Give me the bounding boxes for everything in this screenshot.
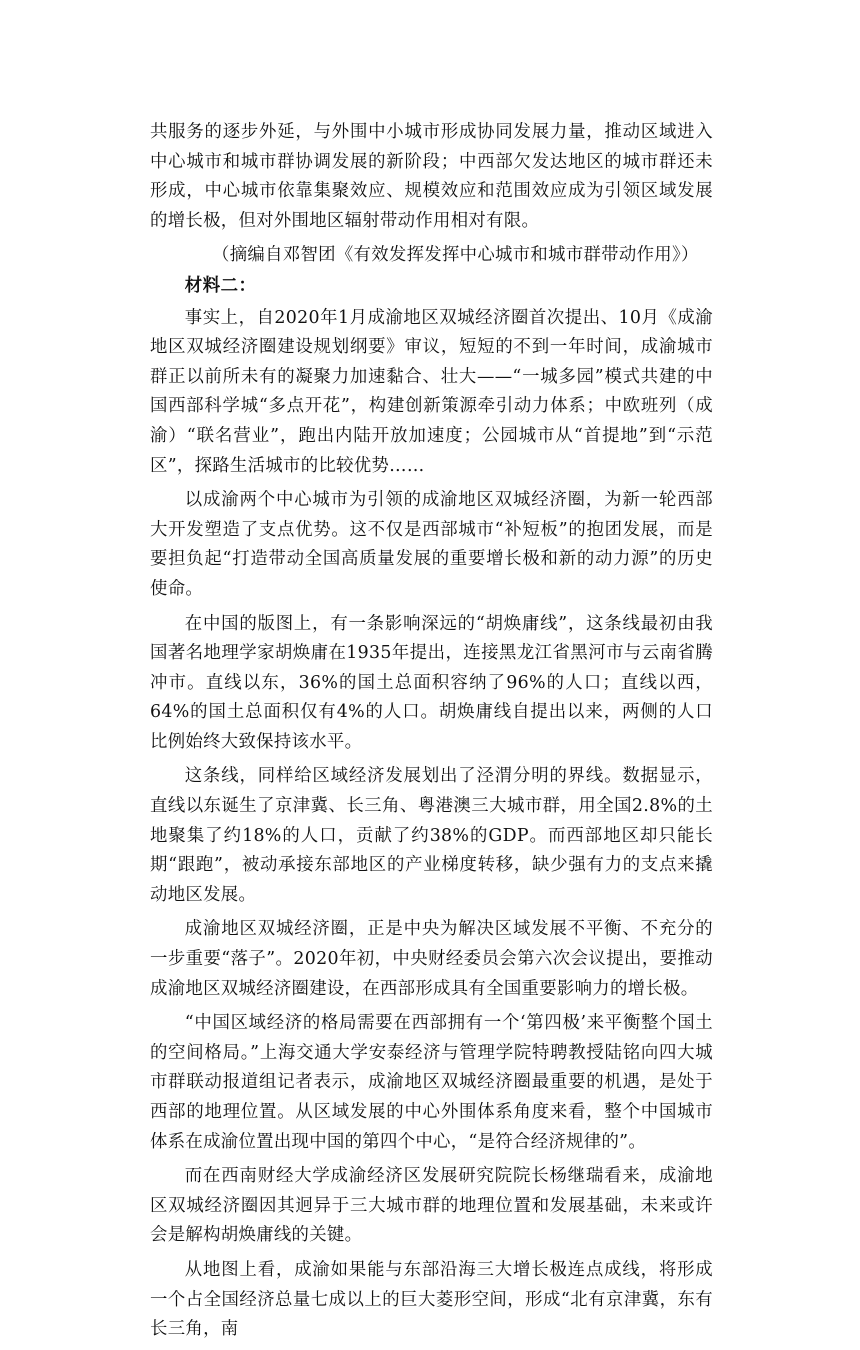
- material1-paragraph-tail: 共服务的逐步外延，与外围中小城市形成协同发展力量，推动区域进入中心城市和城市群协调发展的新阶段；中西部欠发达地区的城市群还未形成，中心城市依靠集聚效应、规模效应和范围效应成为引领区域发展的增长极，但对外围地区辐射带动作用相对有限。: [150, 122, 713, 231]
- material2-paragraph-6: “中国区域经济的格局需要在西部拥有一个‘第四极’来平衡整个国土的空间格局。”上海交通大学安泰经济与管理学院特聘教授陆铭向四大城市群联动报道组记者表示，成渝地区双城经济圈最重要的机遇，是处于西部的地理位置。从区域发展的中心外围体系角度来看，整个中国城市体系在成渝位置出现中国的第四个中心，“是符合经济规律的”。: [150, 1013, 713, 1152]
- material2-paragraph-3: 在中国的版图上，有一条影响深远的“胡焕庸线”，这条线最初由我国著名地理学家胡焕庸在1935年提出，连接黑龙江省黑河市与云南省腾冲市。直线以东，36%的国土总面积容纳了96%的人口；直线以西，64%的国土总面积仅有4%的人口。胡焕庸线自提出以来，两侧的人口比例始终大致保持该水平。: [150, 613, 713, 752]
- material2-paragraph-5: 成渝地区双城经济圈，正是中央为解决区域发展不平衡、不充分的一步重要“落子”。2020年初，中央财经委员会第六次会议提出，要推动成渝地区双城经济圈建设，在西部形成具有全国重要影响力的增长极。: [150, 919, 713, 999]
- material1-source: （摘编自邓智团《有效发挥发挥中心城市和城市群带动作用》）: [212, 245, 699, 266]
- document-page: [150, 118, 713, 1350]
- material2-paragraph-8: 从地图上看，成渝如果能与东部沿海三大增长极连点成线，将形成一个占全国经济总量七成以上的巨大菱形空间，形成“北有京津冀，东有长三角，南: [150, 1259, 713, 1340]
- material2-paragraph-1: 事实上，自2020年1月成渝地区双城经济圈首次提出、10月《成渝地区双城经济圈建设规划纲要》审议，短短的不到一年时间，成渝城市群正以前所未有的凝聚力加速黏合、壮大——“一城多园”模式共建的中国西部科学城“多点开花”，构建创新策源牵引动力体系；中欧班列（成渝）“联名营业”，跑出内陆开放加速度；公园城市从“首提地”到“示范区”，探路生活城市的比较优势……: [150, 307, 713, 476]
- material2-heading: 材料二：: [184, 275, 257, 296]
- material2-paragraph-7: 而在西南财经大学成渝经济区发展研究院院长杨继瑞看来，成渝地区双城经济圈因其迥异于三大城市群的地理位置和发展基础，未来或许会是解构胡焕庸线的关键。: [150, 1166, 713, 1246]
- material2-paragraph-4: 这条线，同样给区域经济发展划出了泾渭分明的界线。数据显示，直线以东诞生了京津冀、长三角、粤港澳三大城市群，用全国2.8%的土地聚集了约18%的人口，贡献了约38%的GDP。而西部地区却只能长期“跟跑”，被动承接东部地区的产业梯度转移，缺少强有力的支点来撬动地区发展。: [150, 766, 713, 905]
- material2-paragraph-2: 以成渝两个中心城市为引领的成渝地区双城经济圈，为新一轮西部大开发塑造了支点优势。这不仅是西部城市“补短板”的抱团发展，而是要担负起“打造带动全国高质量发展的重要增长极和新的动力源”的历史使命。: [150, 490, 713, 599]
